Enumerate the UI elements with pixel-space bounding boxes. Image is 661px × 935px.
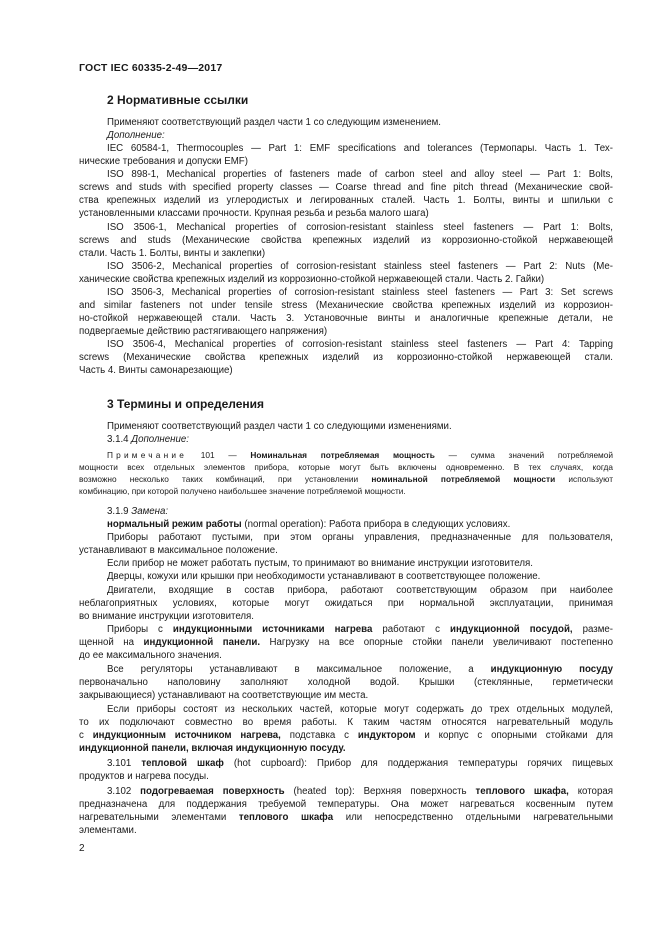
ref-iec-60584-line2: нические требования и допуски EMF) <box>79 156 248 167</box>
para-2: Если прибор не может работать пустым, то принимают во внимание инструкции изготовителя. <box>107 558 533 569</box>
ref-iso-898-line1: ISO 898-1, Mechanical properties of fasteners made of carbon steel and alloy steel — Part 1: Bolts, <box>107 169 613 180</box>
para-4-line2: неблагоприятных условиях, которые могут ожидаться при нормальной эксплуатации, принимая <box>79 598 613 609</box>
note-101-line4: комбинацию, при которой получено наибольшее значение потребляемой мощности. <box>79 486 406 496</box>
ref-iso-3506-4-line1: ISO 3506-4, Mechanical properties of corrosion-resistant stainless steel fasteners — Part 4: Tapping <box>107 339 613 350</box>
ref-iso-898-line2: screws and studs with specified property classes — Coarse thread and fine pitch thread (Механические свой- <box>79 182 613 193</box>
ref-iso-3506-3-line2: and similar fasteners not under tensile stress (Механические свойства крепежных изделий из коррозион- <box>79 300 613 311</box>
definition-3-102-line2: предназначена для поддержания требуемой температуры. Она может нагреваться косвенным путем <box>79 799 613 810</box>
para-4-line1: Двигатели, входящие в состав прибора, работают соответствующим образом при наиболее <box>107 585 613 596</box>
para-7-line1: Если приборы состоят из нескольких частей, которые могут содержать до трех отдельных модулей, <box>107 704 613 715</box>
note-101-line2: мощности всех отдельных элементов прибора, которые могут быть включены одновременно. В тех случаях, когда <box>79 462 613 472</box>
definition-3-102-line3: нагревательными элементами теплового шкафа или непосредственно отдельными нагревательными <box>79 812 614 823</box>
section-3-heading: 3 Термины и определения <box>107 397 265 411</box>
definition-3-102-line4: элементами. <box>79 825 137 836</box>
clause-3-1-4: 3.1.4 Дополнение: <box>107 434 189 445</box>
definition-3-102-line1: 3.102 подогреваемая поверхность (heated top): Верхняя поверхность теплового шкафа, которая <box>107 786 613 797</box>
para-6-line3: закрывающиеся) устанавливают на соответствующие им места. <box>79 690 369 701</box>
section-2-intro: Применяют соответствующий раздел части 1 со следующим изменением. <box>107 117 441 128</box>
definition-3-101-line1: 3.101 тепловой шкаф (hot cupboard): Прибор для поддержания температуры горячих пищевых <box>107 758 613 769</box>
para-6-line2: первоначально наполовину заполняют холодной водой. Крышки (стеклянные, герметически <box>79 677 613 688</box>
para-4-line3: во внимание инструкции изготовителя. <box>79 611 254 622</box>
para-6-line1: Все регуляторы устанавливают в максимальное положение, а индукционную посуду <box>107 664 613 675</box>
note-101-line1: Примечание 101 — Номинальная потребляемая мощность — сумма значений потребляемой <box>107 450 614 460</box>
ref-iec-60584-line1: IEC 60584-1, Thermocouples — Part 1: EMF specifications and tolerances (Термопары. Часть 1. Тех- <box>107 143 613 154</box>
ref-iso-3506-1-line1: ISO 3506-1, Mechanical properties of corrosion-resistant stainless steel fasteners — Part 1: Bolts, <box>107 222 613 233</box>
para-7-line2: то их подключают совместно во время работы. К таким частям относятся нагревательный модуль <box>79 717 613 728</box>
para-7-line4: индукционной панели, включая индукционную посуду. <box>79 743 346 754</box>
section-2-addition: Дополнение: <box>107 130 165 141</box>
para-1-line1: Приборы работают пустыми, при этом органы управления, предназначенные для пользователя, <box>107 532 613 543</box>
para-5-line2: щенной на индукционной панели. Нагрузку на все опорные стойки панели увеличивают постепенно <box>79 637 613 648</box>
para-7-line3: с индукционным источником нагрева, подставка с индуктором и корпус с опорными стойками для <box>79 730 613 741</box>
section-2-heading: 2 Нормативные ссылки <box>107 93 249 107</box>
normal-operation-definition: нормальный режим работы (normal operation): Работа прибора в следующих условиях. <box>107 519 511 530</box>
ref-iso-898-line4: установленными классами прочности. Крупная резьба и резьба малого шага) <box>79 208 429 219</box>
ref-iso-3506-2-line2: ханические свойства крепежных изделий из коррозионно-стойкой нержавеющей стали. Часть 2. Гайки) <box>79 274 545 285</box>
ref-iso-3506-4-line3: Часть 4. Винты самонарезающие) <box>79 365 233 376</box>
ref-iso-3506-2-line1: ISO 3506-2, Mechanical properties of corrosion-resistant stainless steel fasteners — Part 2: Nuts (Me- <box>107 261 613 272</box>
ref-iso-3506-1-line2: screws and studs (Механические свойства крепежных изделий из коррозионно-стойкой нержавеющей <box>79 235 613 246</box>
para-1-line2: устанавливают в максимальное положение. <box>79 545 278 556</box>
para-3: Дверцы, кожухи или крышки при необходимости устанавливают в соответствующее положение. <box>107 571 541 582</box>
ref-iso-898-line3: ства крепежных изделий из углеродистых и легированных сталей. Часть 1. Болты, винты и шпильки с <box>79 195 613 206</box>
para-5-line3: до ее максимального значения. <box>79 650 222 661</box>
clause-3-1-9: 3.1.9 Замена: <box>107 506 169 517</box>
page-number: 2 <box>79 843 85 854</box>
ref-iso-3506-3-line3: но-стойкой нержавеющей стали. Часть 3. Установочные винты и аналогичные крепежные детали, не <box>79 313 613 324</box>
ref-iso-3506-4-line2: screws (Механические свойства крепежных изделий из коррозионно-стойкой нержавеющей стали. <box>79 352 613 363</box>
para-5-line1: Приборы с индукционными источниками нагрева работают с индукционной посудой, разме- <box>107 624 613 635</box>
document-header: ГОСТ IEC 60335-2-49—2017 <box>79 62 223 74</box>
ref-iso-3506-1-line3: стали. Часть 1. Болты, винты и заклепки) <box>79 248 266 259</box>
definition-3-101-line2: продуктов и нагрева посуды. <box>79 771 209 782</box>
section-3-intro: Применяют соответствующий раздел части 1 со следующими изменениями. <box>107 421 452 432</box>
ref-iso-3506-3-line1: ISO 3506-3, Mechanical properties of corrosion-resistant stainless steel fasteners — Part 3: Set screws <box>107 287 613 298</box>
ref-iso-3506-3-line4: подвергаемые действию растягивающего напряжения) <box>79 326 328 337</box>
note-101-line3: возможно несколько таких комбинаций, при установлении номинальной потребляемой мощности используют <box>79 474 613 484</box>
